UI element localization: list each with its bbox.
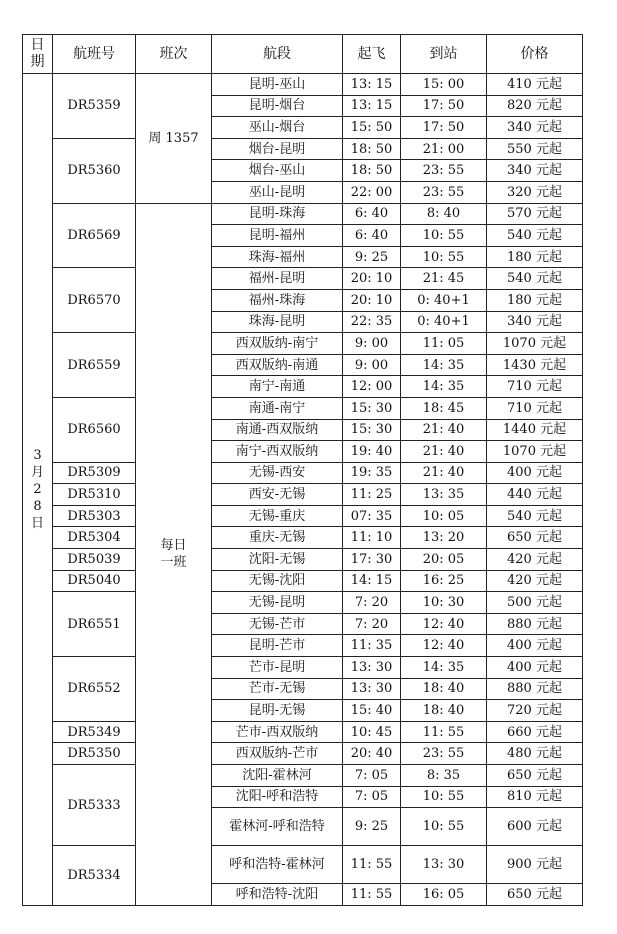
arrive-cell: 10: 30 [401, 592, 487, 614]
table-row [23, 846, 583, 884]
depart-cell: 13: 15 [343, 74, 401, 96]
price-cell: 600 元起 [487, 808, 583, 846]
depart-cell: 11: 25 [343, 484, 401, 506]
route-cell: 昆明-无锡 [212, 700, 343, 722]
arrive-cell: 21: 40 [401, 462, 487, 484]
route-cell: 昆明-芒市 [212, 635, 343, 657]
price-cell: 880 元起 [487, 613, 583, 635]
flight-number-cell: DR5304 [53, 527, 136, 549]
depart-cell: 22: 35 [343, 311, 401, 333]
price-cell: 650 元起 [487, 884, 583, 906]
depart-cell: 18: 50 [343, 160, 401, 182]
depart-cell: 13: 15 [343, 95, 401, 117]
arrive-cell: 10: 55 [401, 225, 487, 247]
price-cell: 400 元起 [487, 657, 583, 679]
arrive-cell: 21: 00 [401, 138, 487, 160]
price-cell: 410 元起 [487, 74, 583, 96]
route-cell: 无锡-昆明 [212, 592, 343, 614]
arrive-cell: 10: 55 [401, 808, 487, 846]
arrive-cell: 13: 30 [401, 846, 487, 884]
price-cell: 550 元起 [487, 138, 583, 160]
route-cell: 巫山-烟台 [212, 117, 343, 139]
flight-schedule-sheet [22, 34, 583, 906]
table-row [23, 484, 583, 506]
route-cell: 呼和浩特-霍林河 [212, 846, 343, 884]
arrive-cell: 18: 45 [401, 397, 487, 419]
header-date: 日期 [23, 35, 53, 74]
depart-cell: 15: 50 [343, 117, 401, 139]
depart-cell: 11: 55 [343, 884, 401, 906]
route-cell: 福州-昆明 [212, 268, 343, 290]
route-cell: 昆明-珠海 [212, 203, 343, 225]
depart-cell: 19: 40 [343, 441, 401, 463]
depart-cell: 20: 10 [343, 289, 401, 311]
price-cell: 340 元起 [487, 311, 583, 333]
arrive-cell: 11: 05 [401, 333, 487, 355]
price-cell: 650 元起 [487, 765, 583, 787]
price-cell: 900 元起 [487, 846, 583, 884]
table-row [23, 527, 583, 549]
arrive-cell: 16: 25 [401, 570, 487, 592]
table-row [23, 592, 583, 614]
depart-cell: 7: 05 [343, 765, 401, 787]
table-row [23, 505, 583, 527]
flight-number-cell: DR5360 [53, 138, 136, 203]
price-cell: 500 元起 [487, 592, 583, 614]
price-cell: 820 元起 [487, 95, 583, 117]
route-cell: 无锡-沈阳 [212, 570, 343, 592]
header-depart: 起飞 [343, 35, 401, 74]
arrive-cell: 17: 50 [401, 95, 487, 117]
flight-number-cell: DR5309 [53, 462, 136, 484]
depart-cell: 19: 35 [343, 462, 401, 484]
route-cell: 西双版纳-南通 [212, 354, 343, 376]
arrive-cell: 12: 40 [401, 613, 487, 635]
price-cell: 720 元起 [487, 700, 583, 722]
schedule-cell: 每日一班 [136, 203, 212, 905]
route-cell: 昆明-巫山 [212, 74, 343, 96]
arrive-cell: 14: 35 [401, 354, 487, 376]
depart-cell: 9: 00 [343, 333, 401, 355]
route-cell: 无锡-西安 [212, 462, 343, 484]
arrive-cell: 0: 40+1 [401, 311, 487, 333]
depart-cell: 7: 05 [343, 786, 401, 808]
price-cell: 660 元起 [487, 721, 583, 743]
depart-cell: 6: 40 [343, 225, 401, 247]
flight-number-cell: DR6560 [53, 397, 136, 462]
flight-schedule-table [22, 34, 583, 906]
flight-number-cell: DR5350 [53, 743, 136, 765]
header-schedule: 班次 [136, 35, 212, 74]
depart-cell: 9: 00 [343, 354, 401, 376]
price-cell: 180 元起 [487, 246, 583, 268]
arrive-cell: 0: 40+1 [401, 289, 487, 311]
flight-number-cell: DR5039 [53, 549, 136, 571]
price-cell: 420 元起 [487, 570, 583, 592]
depart-cell: 10: 45 [343, 721, 401, 743]
price-cell: 340 元起 [487, 117, 583, 139]
header-price: 价格 [487, 35, 583, 74]
route-cell: 南宁-西双版纳 [212, 441, 343, 463]
depart-cell: 07: 35 [343, 505, 401, 527]
route-cell: 西安-无锡 [212, 484, 343, 506]
price-cell: 540 元起 [487, 268, 583, 290]
depart-cell: 15: 30 [343, 419, 401, 441]
arrive-cell: 21: 40 [401, 419, 487, 441]
flight-number-cell: DR5310 [53, 484, 136, 506]
route-cell: 烟台-昆明 [212, 138, 343, 160]
route-cell: 珠海-福州 [212, 246, 343, 268]
price-cell: 710 元起 [487, 376, 583, 398]
price-cell: 570 元起 [487, 203, 583, 225]
flight-number-cell: DR6551 [53, 592, 136, 657]
table-row [23, 203, 583, 225]
date-cell: 3月28日 [23, 74, 53, 906]
table-row [23, 138, 583, 160]
arrive-cell: 18: 40 [401, 700, 487, 722]
depart-cell: 6: 40 [343, 203, 401, 225]
arrive-cell: 21: 40 [401, 441, 487, 463]
depart-cell: 15: 30 [343, 397, 401, 419]
arrive-cell: 23: 55 [401, 160, 487, 182]
arrive-cell: 12: 40 [401, 635, 487, 657]
table-body [23, 74, 583, 906]
arrive-cell: 18: 40 [401, 678, 487, 700]
depart-cell: 11: 10 [343, 527, 401, 549]
depart-cell: 9: 25 [343, 808, 401, 846]
table-row [23, 397, 583, 419]
flight-number-cell: DR6559 [53, 333, 136, 398]
price-cell: 1430 元起 [487, 354, 583, 376]
price-cell: 540 元起 [487, 225, 583, 247]
arrive-cell: 13: 35 [401, 484, 487, 506]
price-cell: 480 元起 [487, 743, 583, 765]
flight-number-cell: DR5040 [53, 570, 136, 592]
price-cell: 400 元起 [487, 635, 583, 657]
table-row [23, 765, 583, 787]
depart-cell: 7: 20 [343, 613, 401, 635]
depart-cell: 20: 40 [343, 743, 401, 765]
arrive-cell: 17: 50 [401, 117, 487, 139]
route-cell: 珠海-昆明 [212, 311, 343, 333]
arrive-cell: 10: 55 [401, 786, 487, 808]
flight-number-cell: DR5349 [53, 721, 136, 743]
depart-cell: 13: 30 [343, 657, 401, 679]
arrive-cell: 20: 05 [401, 549, 487, 571]
flight-number-cell: DR5333 [53, 765, 136, 846]
route-cell: 沈阳-无锡 [212, 549, 343, 571]
route-cell: 呼和浩特-沈阳 [212, 884, 343, 906]
depart-cell: 11: 55 [343, 846, 401, 884]
price-cell: 340 元起 [487, 160, 583, 182]
arrive-cell: 16: 05 [401, 884, 487, 906]
route-cell: 无锡-芒市 [212, 613, 343, 635]
price-cell: 180 元起 [487, 289, 583, 311]
flight-number-cell: DR5303 [53, 505, 136, 527]
price-cell: 710 元起 [487, 397, 583, 419]
route-cell: 霍林河-呼和浩特 [212, 808, 343, 846]
price-cell: 650 元起 [487, 527, 583, 549]
table-row [23, 462, 583, 484]
price-cell: 540 元起 [487, 505, 583, 527]
depart-cell: 11: 35 [343, 635, 401, 657]
route-cell: 沈阳-呼和浩特 [212, 786, 343, 808]
route-cell: 西双版纳-芒市 [212, 743, 343, 765]
flight-number-cell: DR6570 [53, 268, 136, 333]
arrive-cell: 13: 20 [401, 527, 487, 549]
arrive-cell: 14: 35 [401, 657, 487, 679]
flight-number-cell: DR6569 [53, 203, 136, 268]
arrive-cell: 15: 00 [401, 74, 487, 96]
header-row [23, 35, 583, 74]
depart-cell: 22: 00 [343, 181, 401, 203]
price-cell: 880 元起 [487, 678, 583, 700]
depart-cell: 17: 30 [343, 549, 401, 571]
arrive-cell: 21: 45 [401, 268, 487, 290]
arrive-cell: 10: 55 [401, 246, 487, 268]
schedule-cell: 周 1357 [136, 74, 212, 204]
depart-cell: 14: 15 [343, 570, 401, 592]
route-cell: 巫山-昆明 [212, 181, 343, 203]
flight-number-cell: DR5359 [53, 74, 136, 139]
header-flight-number: 航班号 [53, 35, 136, 74]
table-row [23, 721, 583, 743]
flight-number-cell: DR6552 [53, 657, 136, 722]
route-cell: 昆明-福州 [212, 225, 343, 247]
table-row [23, 743, 583, 765]
route-cell: 无锡-重庆 [212, 505, 343, 527]
route-cell: 芒市-昆明 [212, 657, 343, 679]
route-cell: 南宁-南通 [212, 376, 343, 398]
depart-cell: 13: 30 [343, 678, 401, 700]
depart-cell: 9: 25 [343, 246, 401, 268]
price-cell: 440 元起 [487, 484, 583, 506]
route-cell: 南通-南宁 [212, 397, 343, 419]
route-cell: 西双版纳-南宁 [212, 333, 343, 355]
depart-cell: 15: 40 [343, 700, 401, 722]
arrive-cell: 23: 55 [401, 181, 487, 203]
arrive-cell: 14: 35 [401, 376, 487, 398]
table-row [23, 570, 583, 592]
arrive-cell: 11: 55 [401, 721, 487, 743]
table-row [23, 657, 583, 679]
route-cell: 沈阳-霍林河 [212, 765, 343, 787]
price-cell: 1070 元起 [487, 441, 583, 463]
header-route: 航段 [212, 35, 343, 74]
arrive-cell: 8: 35 [401, 765, 487, 787]
route-cell: 烟台-巫山 [212, 160, 343, 182]
table-row [23, 74, 583, 96]
arrive-cell: 8: 40 [401, 203, 487, 225]
price-cell: 1440 元起 [487, 419, 583, 441]
table-row [23, 268, 583, 290]
route-cell: 福州-珠海 [212, 289, 343, 311]
route-cell: 芒市-无锡 [212, 678, 343, 700]
depart-cell: 20: 10 [343, 268, 401, 290]
arrive-cell: 10: 05 [401, 505, 487, 527]
depart-cell: 12: 00 [343, 376, 401, 398]
route-cell: 昆明-烟台 [212, 95, 343, 117]
route-cell: 芒市-西双版纳 [212, 721, 343, 743]
flight-number-cell: DR5334 [53, 846, 136, 906]
table-row [23, 549, 583, 571]
route-cell: 南通-西双版纳 [212, 419, 343, 441]
header-arrive: 到站 [401, 35, 487, 74]
table-row [23, 333, 583, 355]
price-cell: 400 元起 [487, 462, 583, 484]
price-cell: 810 元起 [487, 786, 583, 808]
route-cell: 重庆-无锡 [212, 527, 343, 549]
price-cell: 320 元起 [487, 181, 583, 203]
depart-cell: 18: 50 [343, 138, 401, 160]
price-cell: 1070 元起 [487, 333, 583, 355]
arrive-cell: 23: 55 [401, 743, 487, 765]
price-cell: 420 元起 [487, 549, 583, 571]
depart-cell: 7: 20 [343, 592, 401, 614]
